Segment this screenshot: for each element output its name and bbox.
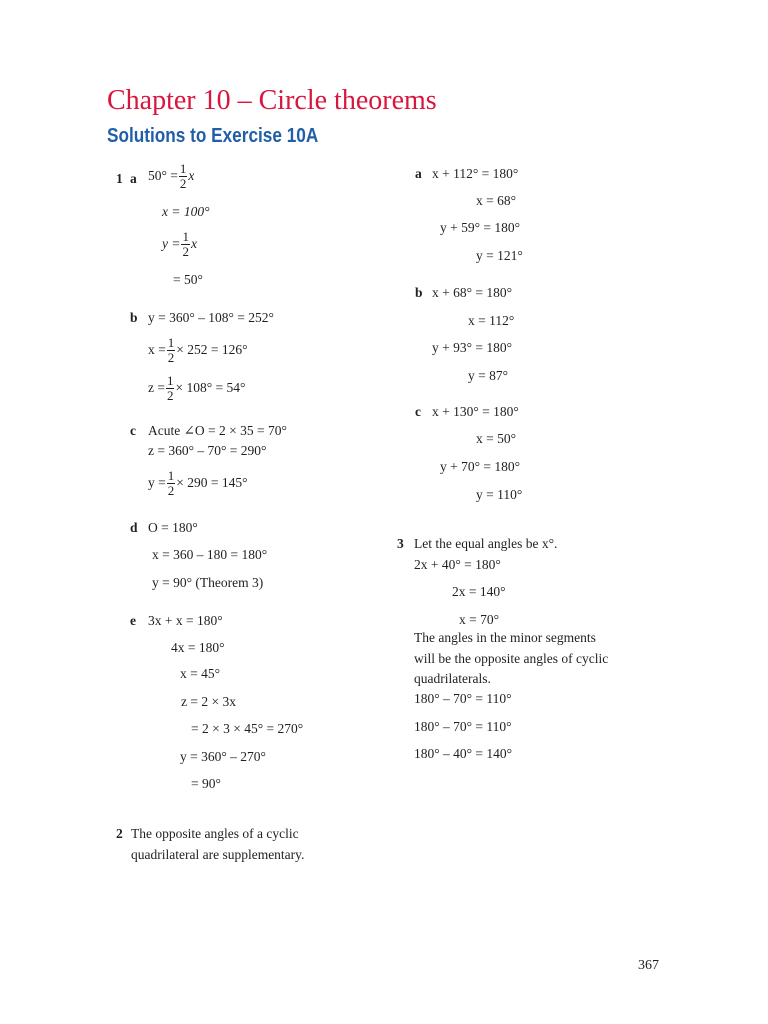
q1d-line-3: y = 90° (Theorem 3) xyxy=(152,575,264,590)
q3-result-2: 180° – 70° = 110° xyxy=(414,719,512,734)
q3-line-1: Let the equal angles be x°. xyxy=(414,536,558,551)
q1b-l2-pre: x = xyxy=(148,342,166,358)
q1b-line-2 xyxy=(148,336,248,364)
q1b-l2-post: × 252 = 126° xyxy=(176,342,248,358)
q2a-line-1: x + 112° = 180° xyxy=(432,166,519,181)
q3-paragraph-line-1: The angles in the minor segments xyxy=(414,630,596,645)
q1e-line-5: = 2 × 3 × 45° = 270° xyxy=(191,721,304,736)
fraction-denominator: 2 xyxy=(167,349,175,365)
q1e-line-3: x = 45° xyxy=(180,666,221,681)
q2a-line-2: x = 68° xyxy=(476,193,517,208)
q3-result-3: 180° – 40° = 140° xyxy=(414,746,513,761)
q2-text-line-2: quadrilateral are supplementary. xyxy=(131,847,305,862)
q2c-line-3: y + 70° = 180° xyxy=(440,459,521,474)
q3-result-1: 180° – 70° = 110° xyxy=(414,691,512,706)
chapter-title: Chapter 10 – Circle theorems xyxy=(107,85,437,116)
q2c-label: c xyxy=(415,404,421,419)
q1c-label: c xyxy=(130,423,136,438)
q2a-label: a xyxy=(415,166,422,181)
question-2-number: 2 xyxy=(116,826,123,841)
q3-line-2: 2x + 40° = 180° xyxy=(414,557,501,572)
fraction-numerator: 1 xyxy=(167,335,175,350)
q2a-line-4: y = 121° xyxy=(476,248,523,263)
q2b-line-3: y + 93° = 180° xyxy=(432,340,513,355)
q1c-l3-post: × 290 = 145° xyxy=(176,475,248,491)
q2c-line-4: y = 110° xyxy=(476,487,523,502)
fraction-denominator: 2 xyxy=(179,175,187,191)
q1e-line-6: y = 360° – 270° xyxy=(180,749,266,764)
q1c-line-2: z = 360° – 70° = 290° xyxy=(148,443,267,458)
q2b-line-2: x = 112° xyxy=(468,313,515,328)
q1a-label: a xyxy=(130,171,137,186)
q2-text-line-1: The opposite angles of a cyclic xyxy=(131,826,299,841)
fraction-numerator: 1 xyxy=(167,468,175,483)
q1c-line-3 xyxy=(148,469,248,497)
question-3-number: 3 xyxy=(397,536,404,551)
fraction-numerator: 1 xyxy=(182,229,189,244)
q3-line-3: 2x = 140° xyxy=(452,584,506,599)
q3-paragraph-line-2: will be the opposite angles of cyclic xyxy=(414,651,609,666)
fraction-denominator: 2 xyxy=(166,387,174,403)
q1a-l1-pre: 50° = xyxy=(148,168,178,184)
q1d-label: d xyxy=(130,520,138,535)
fraction-numerator: 1 xyxy=(179,161,187,176)
q2b-label: b xyxy=(415,285,423,300)
question-1-number: 1 xyxy=(116,171,123,186)
fraction xyxy=(166,374,175,402)
q1e-line-1: 3x + x = 180° xyxy=(148,613,223,628)
q2a-line-3: y + 59° = 180° xyxy=(440,220,521,235)
q1b-l3-pre: z = xyxy=(148,380,165,396)
q1b-line-3 xyxy=(148,374,245,402)
q2c-line-1: x + 130° = 180° xyxy=(432,404,519,419)
q1a-l3-pre: y = xyxy=(162,236,181,252)
q1a-line-2: x = 100° xyxy=(162,204,210,219)
fraction xyxy=(179,162,188,190)
q2c-line-2: x = 50° xyxy=(476,431,517,446)
fraction-numerator: 1 xyxy=(166,373,174,388)
q1b-l3-post: × 108° = 54° xyxy=(175,380,246,396)
q1a-l1-post: x xyxy=(188,168,195,184)
q1a-line-1 xyxy=(148,162,194,190)
q1a-line-3 xyxy=(162,230,197,258)
exercise-title: Solutions to Exercise 10A xyxy=(107,125,319,147)
q1e-line-4: z = 2 × 3x xyxy=(181,694,236,709)
q1d-line-2: x = 360 – 180 = 180° xyxy=(152,547,268,562)
q1e-label: e xyxy=(130,613,136,628)
q1b-label: b xyxy=(130,310,138,325)
q1b-line-1: y = 360° – 108° = 252° xyxy=(148,310,274,325)
q1a-line-4: = 50° xyxy=(173,272,203,287)
q3-line-4: x = 70° xyxy=(459,612,500,627)
q1c-line-1: Acute ∠O = 2 × 35 = 70° xyxy=(148,423,287,438)
fraction-denominator: 2 xyxy=(167,482,175,498)
q2b-line-1: x + 68° = 180° xyxy=(432,285,513,300)
page-number: 367 xyxy=(638,958,659,973)
fraction xyxy=(167,469,176,497)
fraction-denominator: 2 xyxy=(182,243,189,259)
q1a-l3-post: x xyxy=(190,236,197,252)
q1c-l3-pre: y = xyxy=(148,475,166,491)
q3-paragraph-line-3: quadrilaterals. xyxy=(414,671,491,686)
q1e-line-7: = 90° xyxy=(191,776,221,791)
q1d-line-1: O = 180° xyxy=(148,520,198,535)
q1e-line-2: 4x = 180° xyxy=(171,640,225,655)
q2b-line-4: y = 87° xyxy=(468,368,509,383)
fraction xyxy=(167,336,176,364)
fraction xyxy=(181,230,190,258)
